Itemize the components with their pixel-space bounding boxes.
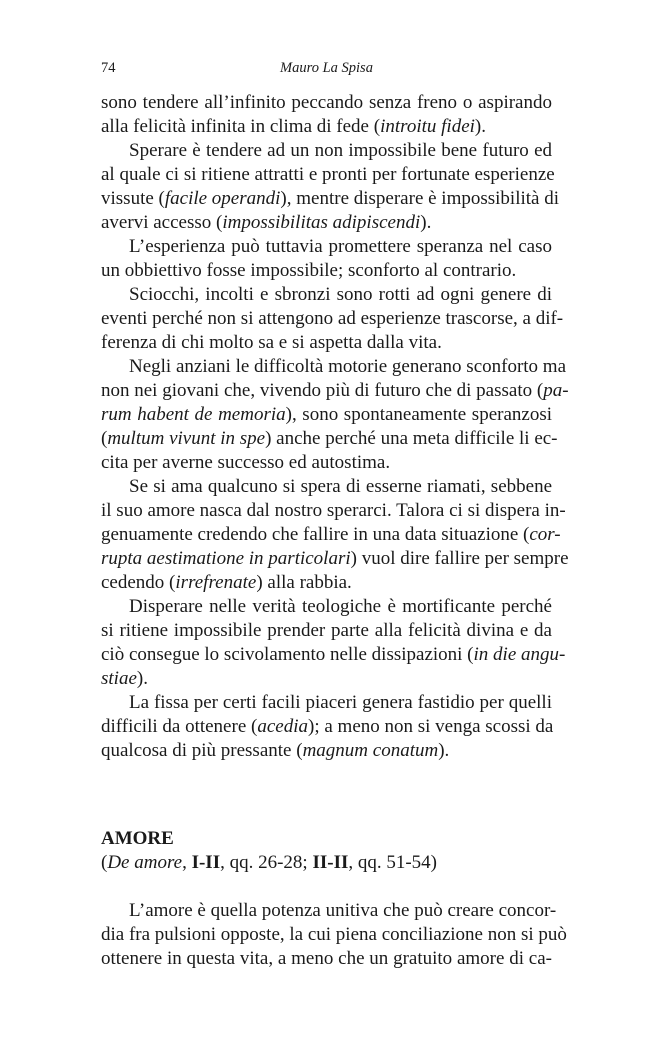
text-line: L’amore è quella potenza unitiva che può creare concor- <box>129 900 557 921</box>
text-line: rupta aestimatione in particolari) vuol dire fallire per sempre <box>101 548 569 569</box>
text-line: si ritiene impossibile prender parte alla felicità divina e da <box>101 620 552 641</box>
text-line: difficili da ottenere (acedia); a meno non si venga scossi da <box>101 716 554 737</box>
text-line: cedendo (irrefrenate) alla rabbia. <box>101 572 352 593</box>
text-line: Disperare nelle verità teologiche è mortificante perché <box>129 596 552 617</box>
text-line: vissute (facile operandi), mentre disperare è impossibilità di <box>101 188 560 209</box>
text-line: (multum vivunt in spe) anche perché una meta difficile li ec- <box>101 428 558 449</box>
text-line: ottenere in questa vita, a meno che un gratuito amore di ca- <box>101 948 552 969</box>
text-line: sono tendere all’infinito peccando senza freno o aspirando <box>101 92 552 113</box>
text-line: al quale ci si ritiene attratti e pronti per fortunate esperienze <box>101 164 555 185</box>
section-reference: (De amore, I-II, qq. 26-28; II-II, qq. 51-54) <box>101 852 438 873</box>
text-line: avervi accesso (impossibilitas adipiscendi). <box>101 212 432 233</box>
text-line: Se si ama qualcuno si spera di esserne riamati, sebbene <box>129 476 552 497</box>
body-text <box>101 91 569 971</box>
text-line: cita per averne successo ed autostima. <box>101 452 391 473</box>
text-line: il suo amore nasca dal nostro sperarci. Talora ci si dispera in- <box>101 500 566 521</box>
text-line: ferenza di chi molto sa e si aspetta dalla vita. <box>101 332 442 353</box>
section-spacer <box>101 763 552 803</box>
text-line: genuamente credendo che fallire in una data situazione (cor- <box>101 524 561 545</box>
text-line: L’esperienza può tuttavia promettere speranza nel caso <box>129 236 552 257</box>
text-line: Sperare è tendere ad un non impossibile bene futuro ed <box>129 140 552 161</box>
text-line: dia fra pulsioni opposte, la cui piena conciliazione non si può <box>101 924 567 945</box>
page-number: 74 <box>101 60 116 76</box>
text-line: Negli anziani le difficoltà motorie generano sconforto ma <box>129 356 567 377</box>
text-line: non nei giovani che, vivendo più di futuro che di passato (pa- <box>101 380 569 401</box>
section-spacer <box>101 803 552 827</box>
page-header <box>101 60 552 84</box>
running-head: Mauro La Spisa <box>280 60 373 76</box>
text-line: alla felicità infinita in clima di fede (introitu fidei). <box>101 116 486 137</box>
text-line: Sciocchi, incolti e sbronzi sono rotti ad ogni genere di <box>129 284 552 305</box>
text-line: un obbiettivo fosse impossibile; sconforto al contrario. <box>101 260 517 281</box>
text-line: eventi perché non si attengono ad esperienze trascorse, a dif- <box>101 308 564 329</box>
section-title: AMORE <box>101 828 174 849</box>
text-line: stiae). <box>101 668 148 689</box>
text-line: ciò consegue lo scivolamento nelle dissipazioni (in die angu- <box>101 644 566 665</box>
text-line: La fissa per certi facili piaceri genera fastidio per quelli <box>129 692 552 713</box>
section-spacer <box>101 875 552 899</box>
text-line: rum habent de memoria), sono spontaneamente speranzosi <box>101 404 552 425</box>
text-line: qualcosa di più pressante (magnum conatum). <box>101 740 450 761</box>
